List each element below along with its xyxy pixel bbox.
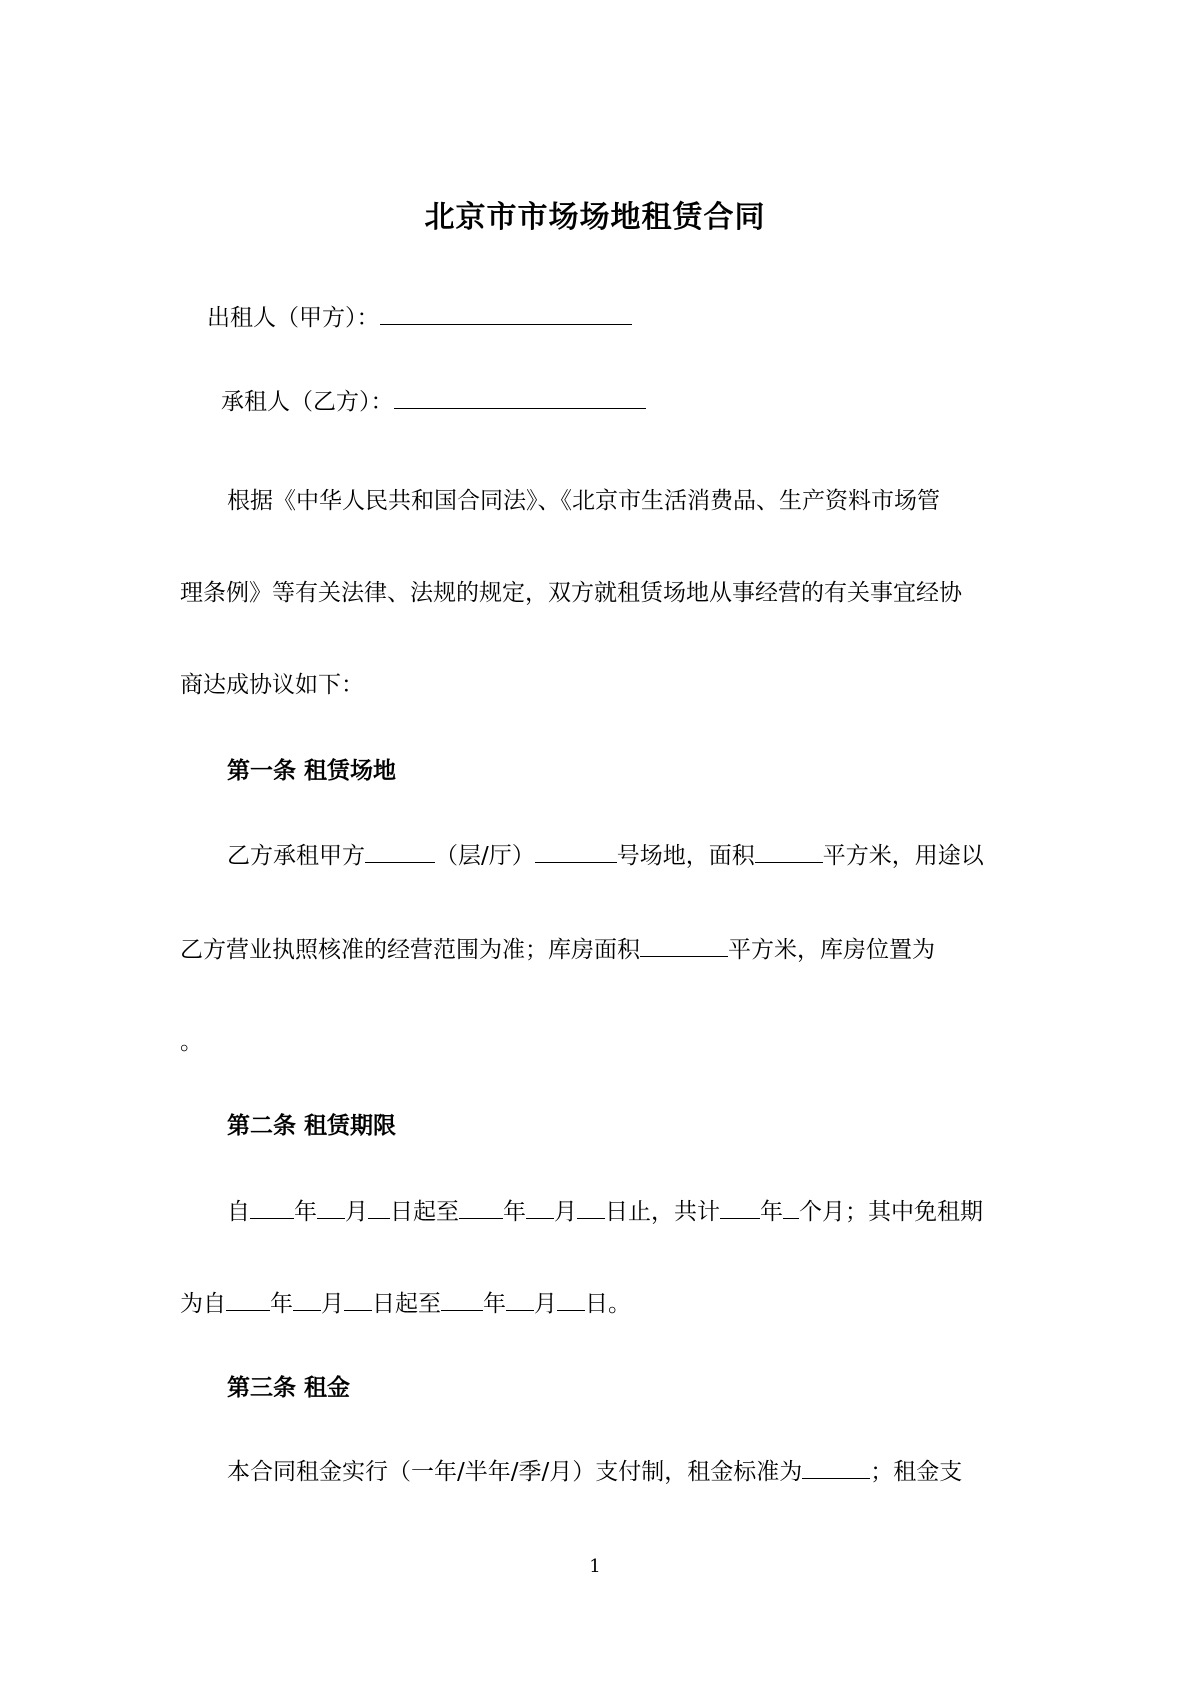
free-start-month-blank[interactable] [293, 1288, 321, 1311]
article-3-text: 本合同租金实行（一年/半年/季/月）支付制，租金标准为 [227, 1459, 803, 1485]
article-1-line-2 [180, 934, 935, 966]
article-2-heading: 第二条 租赁期限 [227, 1113, 397, 1139]
lessee-line [221, 386, 646, 418]
article-1-text: 乙方承租甲方 [227, 843, 365, 869]
article-1-line-3: 。 [180, 1029, 203, 1055]
page-number: 1 [589, 1556, 601, 1577]
lessor-line [207, 302, 632, 334]
article-2-text: 月 [321, 1291, 344, 1317]
article-2-text: 个月；其中免租期 [799, 1199, 983, 1225]
end-year-blank[interactable] [459, 1196, 503, 1219]
document-title: 北京市市场场地租赁合同 [424, 200, 766, 235]
stall-number-blank[interactable] [535, 840, 617, 863]
article-2-text: 年 [483, 1291, 506, 1317]
lessor-blank[interactable] [380, 302, 632, 325]
article-1-text: 乙方营业执照核准的经营范围为准；库房面积 [180, 937, 640, 963]
total-months-blank[interactable] [783, 1196, 799, 1219]
lessee-blank[interactable] [394, 386, 646, 409]
end-month-blank[interactable] [526, 1196, 554, 1219]
article-2-line-1 [227, 1196, 983, 1228]
article-2-text: 月 [554, 1199, 577, 1225]
article-1-line-1 [227, 840, 984, 872]
article-3-line-1 [227, 1456, 962, 1488]
article-2-text: 为自 [180, 1291, 226, 1317]
article-2-text: 年 [270, 1291, 293, 1317]
article-2-text: 日起至 [372, 1291, 441, 1317]
article-1-text: （层/厅） [435, 843, 535, 869]
start-day-blank[interactable] [368, 1196, 390, 1219]
article-2-line-2 [180, 1288, 631, 1320]
article-3-heading: 第三条 租金 [227, 1375, 351, 1401]
free-start-year-blank[interactable] [226, 1288, 270, 1311]
free-start-day-blank[interactable] [344, 1288, 372, 1311]
lessee-label: 承租人（乙方）： [221, 389, 394, 415]
article-2-text: 月 [534, 1291, 557, 1317]
article-1-text: 平方米，用途以 [822, 843, 984, 869]
start-month-blank[interactable] [317, 1196, 345, 1219]
article-2-text: 年 [294, 1199, 317, 1225]
article-1-text: 平方米，库房位置为 [728, 937, 935, 963]
article-2-text: 自 [227, 1199, 250, 1225]
end-day-blank[interactable] [577, 1196, 605, 1219]
floor-blank[interactable] [365, 840, 435, 863]
area-blank[interactable] [755, 840, 823, 863]
preamble-line-1: 根据《中华人民共和国合同法》、《北京市生活消费品、生产资料市场管 [227, 488, 940, 514]
article-1-heading: 第一条 租赁场地 [227, 758, 397, 784]
free-end-year-blank[interactable] [441, 1288, 483, 1311]
article-2-text: 日起至 [390, 1199, 459, 1225]
article-2-text: 日止，共计 [605, 1199, 720, 1225]
lessor-label: 出租人（甲方）： [207, 305, 380, 331]
article-1-text: 号场地，面积 [616, 843, 755, 869]
preamble-line-3: 商达成协议如下： [180, 672, 364, 698]
start-year-blank[interactable] [250, 1196, 294, 1219]
article-2-text: 月 [345, 1199, 368, 1225]
rent-standard-blank[interactable] [802, 1456, 870, 1479]
free-end-month-blank[interactable] [506, 1288, 534, 1311]
article-2-text: 年 [760, 1199, 783, 1225]
total-years-blank[interactable] [720, 1196, 760, 1219]
article-3-text: ；租金支 [870, 1459, 963, 1485]
article-2-text: 年 [503, 1199, 526, 1225]
warehouse-area-blank[interactable] [640, 934, 728, 957]
preamble-line-2: 理条例》等有关法律、法规的规定，双方就租赁场地从事经营的有关事宜经协 [180, 580, 962, 606]
free-end-day-blank[interactable] [557, 1288, 585, 1311]
article-2-text: 日。 [585, 1291, 631, 1317]
